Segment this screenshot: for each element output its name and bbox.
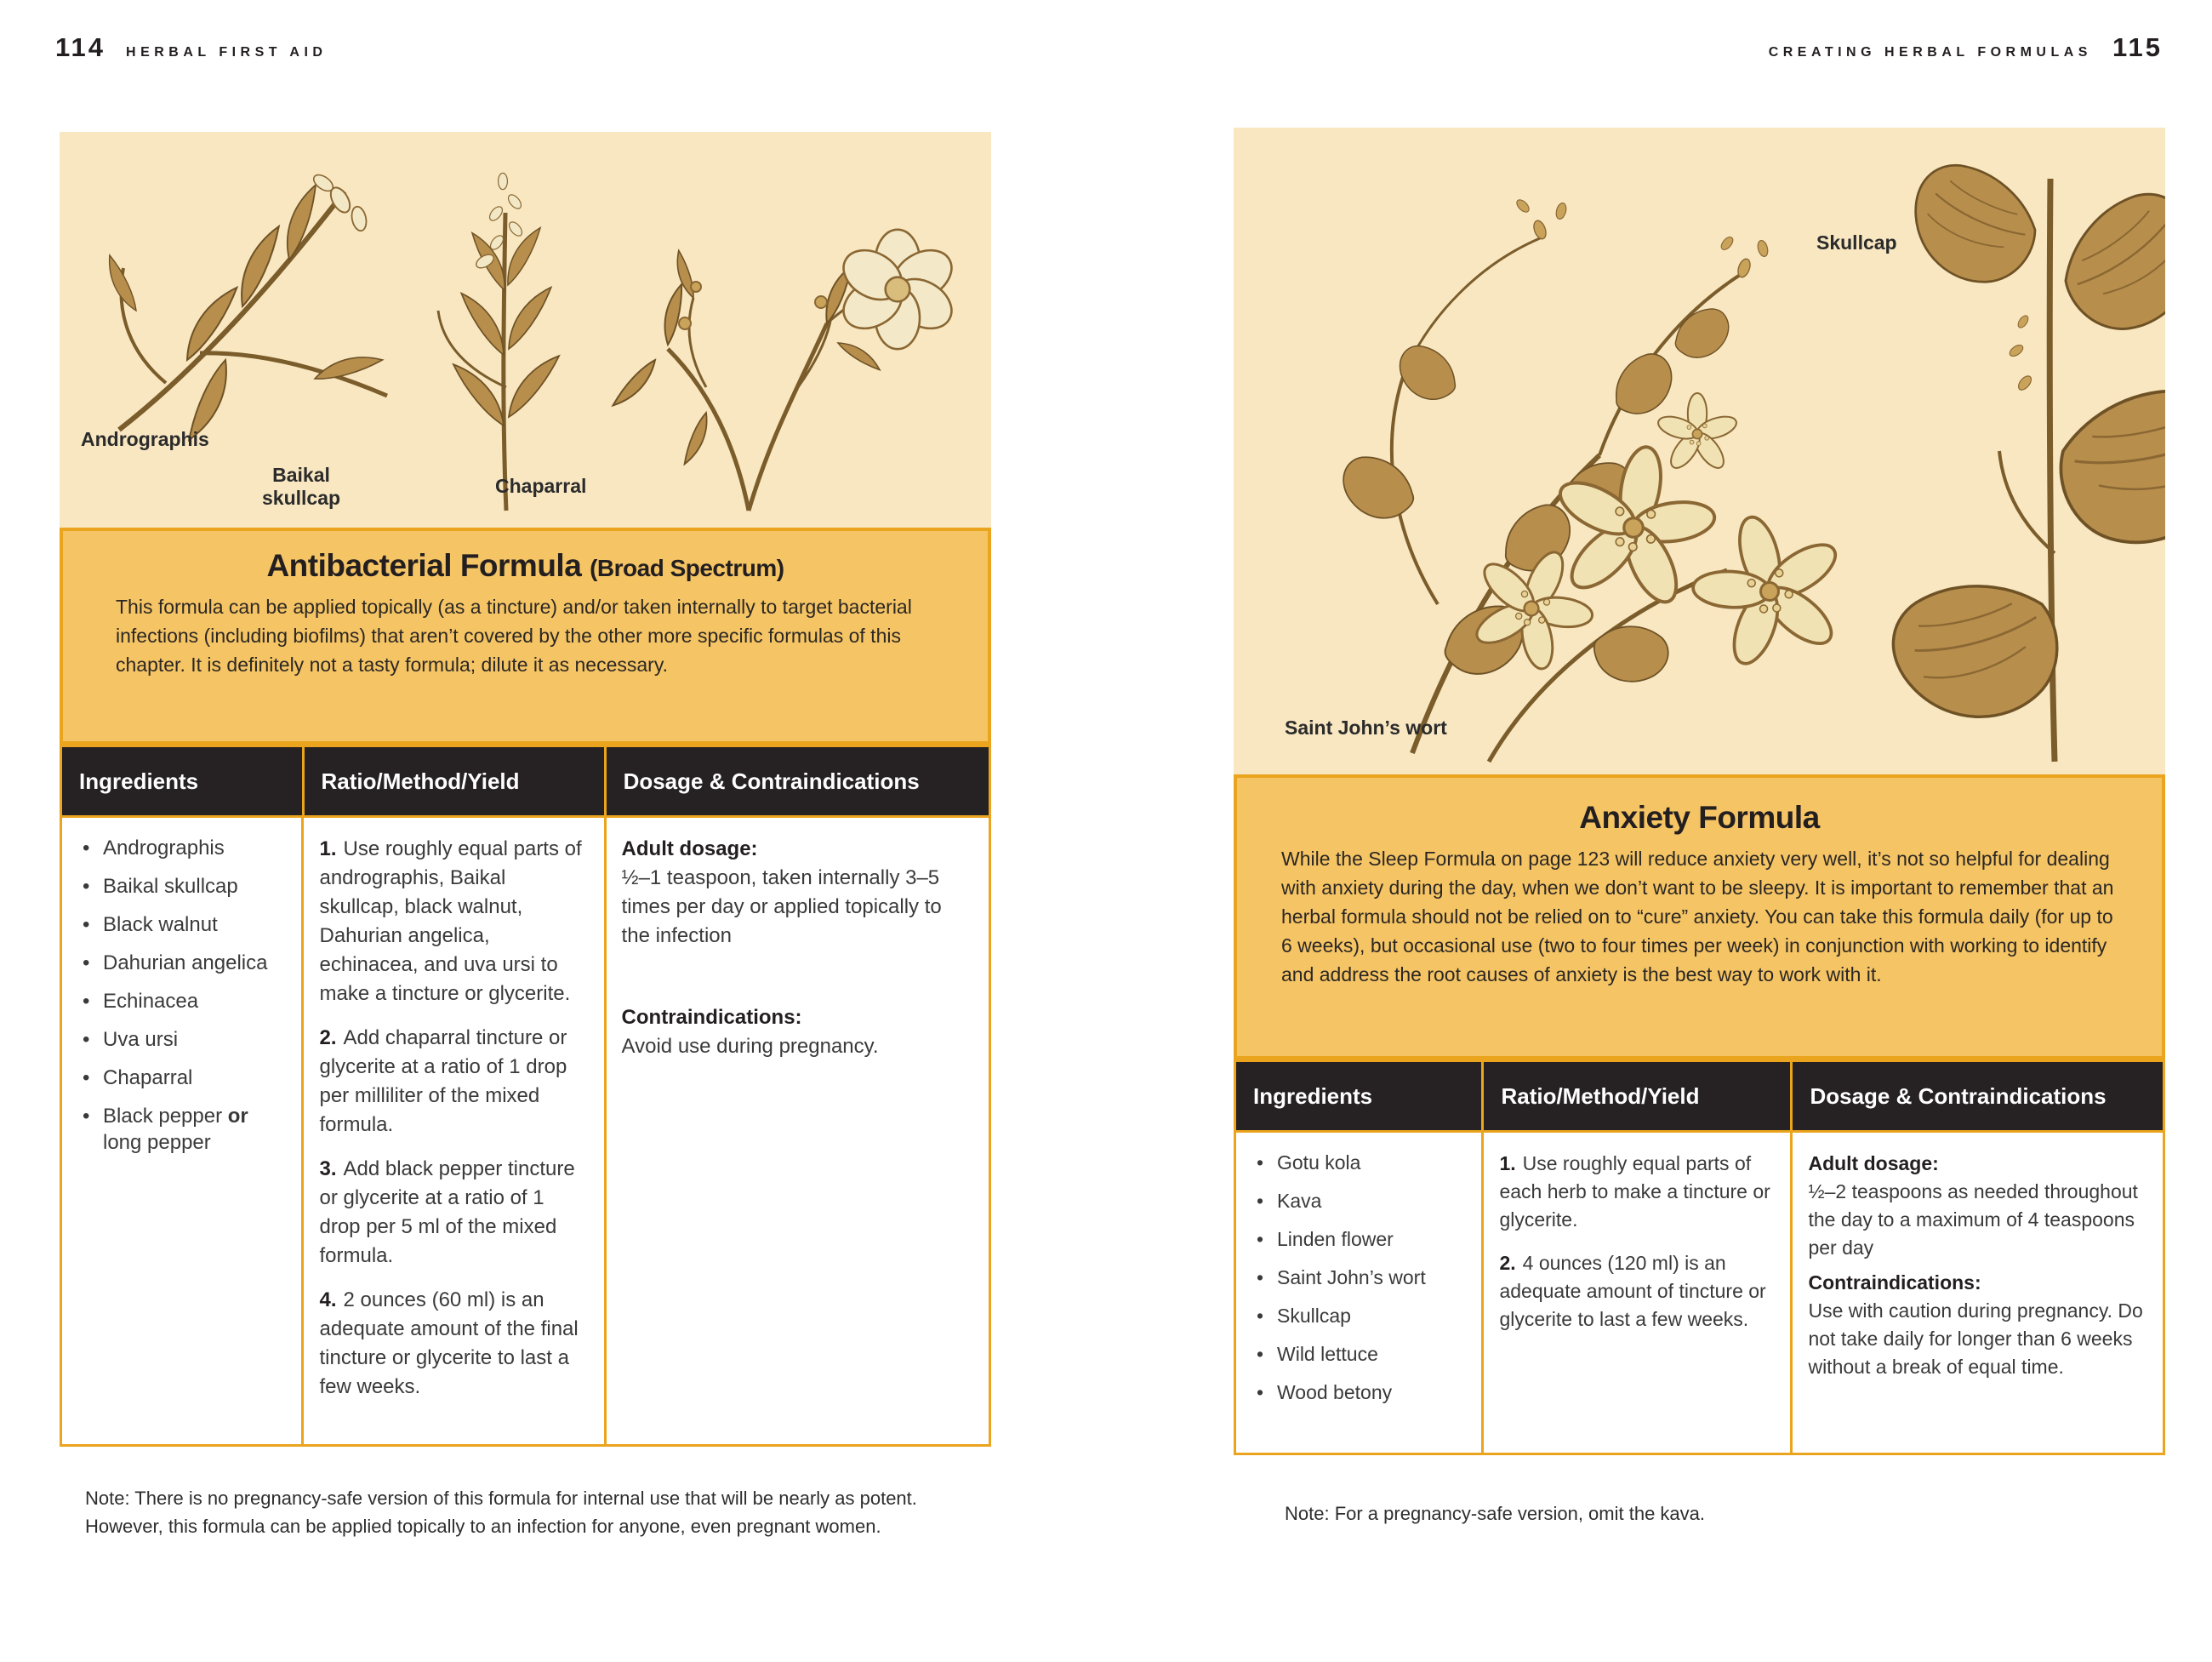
ingredient-item: • Skullcap (1251, 1303, 1466, 1329)
formula-title-text: Antibacterial Formula (266, 548, 582, 583)
step-text: 2 ounces (60 ml) is an adequate amount of the final tincture or glycerite to last a few weeks. (319, 1288, 579, 1398)
table-header-row (1236, 1062, 2163, 1133)
left-page-note: Note: There is no pregnancy-safe version of this formula for internal use that will be nearly as potent. However, this formula can be applied topically to an infection for anyone, even pregnant women. (85, 1488, 917, 1537)
adult-dosage-text: ½–1 teaspoon, taken internally 3–5 times per day or applied topically to the infection (621, 866, 942, 947)
ingredient-item: • Andrographis (77, 835, 286, 861)
contraindications-text: Avoid use during pregnancy. (621, 1035, 879, 1058)
formula-subtitle-text: (Broad Spectrum) (590, 555, 784, 581)
skullcap-illustration (1885, 149, 2165, 762)
contraindications-label: Contraindications: (1808, 1271, 1981, 1294)
header-ratio-method-yield: Ratio/Method/Yield (1481, 1062, 1790, 1130)
contraindications-text: Use with caution during pregnancy. Do not take daily for longer than 6 weeks without a break of equal time. (1808, 1299, 2143, 1378)
dosage-cell (604, 818, 989, 1444)
left-running-head: HERBAL FIRST AID (126, 45, 328, 60)
ingredient-item: • Chaparral (77, 1065, 286, 1091)
baikal-skullcap-illustration (438, 173, 571, 511)
chaparral-label: Chaparral (495, 475, 587, 497)
ingredient-item: • Linden flower (1251, 1226, 1466, 1253)
antibacterial-formula-band (60, 528, 991, 745)
antibacterial-formula-title (63, 548, 988, 584)
step-number: 1. (1499, 1152, 1516, 1174)
chaparral-flower (835, 230, 961, 349)
ingredient-item: • Kava (1251, 1188, 1466, 1214)
ingredient-alt-post: long pepper (103, 1131, 211, 1154)
baikal-skullcap-label: Baikal skullcap (262, 464, 341, 509)
adult-dosage-label: Adult dosage: (621, 837, 758, 860)
andrographis-label: Andrographis (81, 428, 209, 450)
ingredient-item: • Wild lettuce (1251, 1341, 1466, 1368)
anxiety-formula-description: While the Sleep Formula on page 123 will reduce anxiety very well, it’s not so helpful for dealing with anxiety during the day, when we don’t want to be sleepy. It is important to remember that an herbal formula should not be relied on to “cure” anxiety. You can take this formula daily (for up to 6 weeks), but occasional use (two to four times per week) in conjunction with working to identify and address the root causes of anxiety is the best way to work with it. (1281, 848, 2114, 985)
step-text: Use roughly equal parts of andrographis, Baikal skullcap, black walnut, Dahurian angelica, echinacea, and uva ursi to make a tincture or glycerite. (319, 837, 582, 1005)
header-ratio-method-yield: Ratio/Method/Yield (302, 747, 604, 815)
ingredient-item-alt (77, 1103, 286, 1156)
ingredient-alt-pre: Black pepper (103, 1105, 228, 1128)
step-text: Add black pepper tincture or glycerite at a ratio of 1 drop per 5 ml of the mixed formula. (319, 1157, 575, 1267)
method-cell (1481, 1133, 1790, 1453)
ingredient-alt-or: or (227, 1105, 248, 1128)
ingredient-item: • Dahurian angelica (77, 950, 286, 976)
table-body-row (1236, 1133, 2163, 1453)
right-page-header (1769, 32, 2163, 63)
ingredient-item: • Uva ursi (77, 1026, 286, 1053)
step-text: 4 ounces (120 ml) is an adequate amount of tincture or glycerite to last a few weeks. (1499, 1252, 1766, 1330)
ingredient-item: • Saint John’s wort (1251, 1265, 1466, 1291)
method-step (319, 1286, 588, 1402)
ingredient-item: • Gotu kola (1251, 1150, 1466, 1176)
dosage-cell (1790, 1133, 2163, 1453)
ingredient-item: • Black walnut (77, 911, 286, 938)
step-number: 3. (319, 1157, 337, 1180)
ingredient-item: • Wood betony (1251, 1379, 1466, 1406)
step-number: 2. (1499, 1252, 1516, 1274)
step-number: 4. (319, 1288, 337, 1311)
ingredients-cell (62, 818, 301, 1444)
method-step (1499, 1150, 1775, 1234)
saint-johns-wort-label: Saint John’s wort (1285, 717, 1447, 739)
left-botanical-illustration (60, 132, 991, 528)
antibacterial-formula-table (60, 745, 991, 1447)
method-step (319, 1024, 588, 1139)
step-number: 2. (319, 1026, 337, 1049)
ingredient-item: • Baikal skullcap (77, 873, 286, 900)
contraindications-label: Contraindications: (621, 1006, 802, 1029)
right-page-note: Note: For a pregnancy-safe version, omit the kava. (1285, 1503, 1706, 1524)
skullcap-label: Skullcap (1816, 231, 1897, 254)
header-dosage-contraindications: Dosage & Contraindications (1790, 1062, 2163, 1130)
header-dosage-contraindications: Dosage & Contraindications (604, 747, 989, 815)
anxiety-formula-title: Anxiety Formula (1579, 800, 1820, 835)
ingredients-cell (1236, 1133, 1481, 1453)
step-text: Use roughly equal parts of each herb to make a tincture or glycerite. (1499, 1152, 1770, 1231)
left-page-header (55, 32, 327, 63)
ingredient-item: • Echinacea (77, 988, 286, 1014)
right-page-number: 115 (2112, 32, 2163, 62)
right-botanical-illustration-panel (1234, 128, 2165, 774)
right-botanical-illustration (1234, 128, 2165, 774)
anxiety-formula-table (1234, 1059, 2165, 1455)
step-text: Add chaparral tincture or glycerite at a ratio of 1 drop per milliliter of the mixed formula. (319, 1026, 567, 1136)
antibacterial-formula-description: This formula can be applied topically (as a tincture) and/or taken internally to target bacterial infections (including biofilms) that aren’t covered by the other more specific formulas of this chapter. It is definitely not a tasty formula; dilute it as necessary. (116, 596, 912, 676)
left-page-number: 114 (55, 32, 106, 62)
adult-dosage-label: Adult dosage: (1808, 1152, 1939, 1174)
header-ingredients: Ingredients (79, 768, 199, 794)
anxiety-formula-band (1234, 774, 2165, 1059)
step-number: 1. (319, 837, 337, 860)
right-running-head: CREATING HERBAL FORMULAS (1768, 45, 2092, 60)
table-body-row (62, 818, 989, 1444)
method-step (319, 1155, 588, 1271)
left-botanical-illustration-panel (60, 132, 991, 528)
method-step (319, 835, 588, 1008)
saint-johns-wort-illustration (1334, 197, 1864, 762)
table-header-row (62, 747, 989, 818)
chaparral-illustration (607, 230, 961, 511)
andrographis-illustration (101, 172, 387, 440)
method-cell (301, 818, 603, 1444)
header-ingredients: Ingredients (1253, 1083, 1373, 1109)
method-step (1499, 1249, 1775, 1334)
adult-dosage-text: ½–2 teaspoons as needed throughout the day to a maximum of 4 teaspoons per day (1808, 1180, 2138, 1259)
